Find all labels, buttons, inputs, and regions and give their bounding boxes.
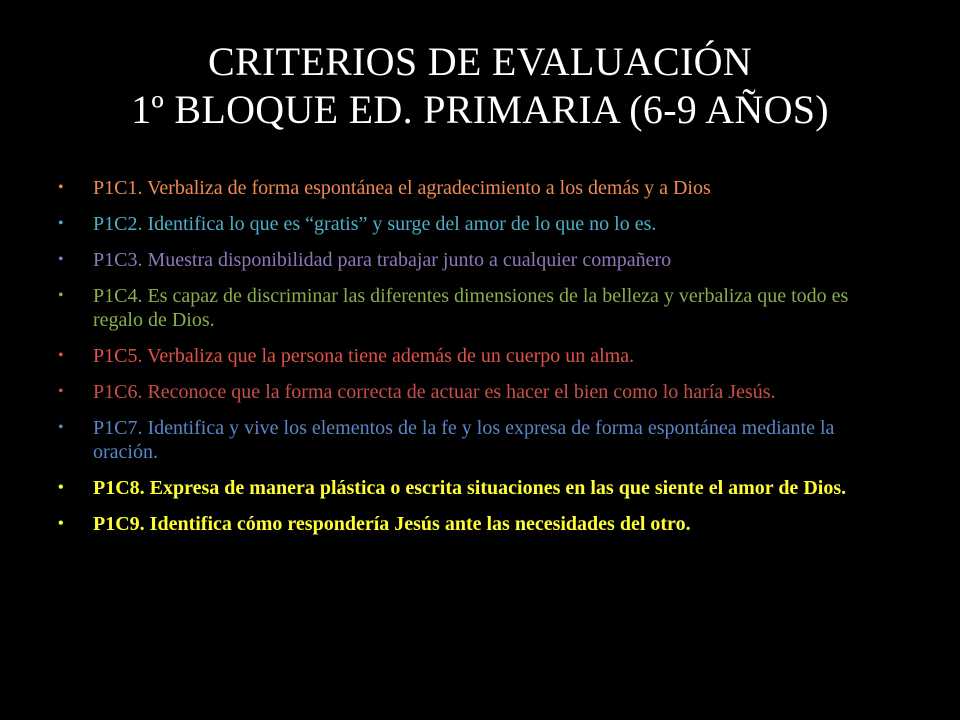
bullet-icon: • — [58, 347, 64, 364]
bullet-icon: • — [58, 479, 64, 496]
criterion-item — [58, 344, 888, 368]
criterion-item — [58, 176, 888, 200]
criterion-item — [58, 416, 888, 464]
bullet-icon: • — [58, 515, 64, 532]
bullet-icon: • — [58, 215, 64, 232]
criterion-text: P1C3. Muestra disponibilidad para trabajar junto a cualquier compañero — [93, 249, 672, 271]
bullet-icon: • — [58, 251, 64, 268]
title-line-1: CRITERIOS DE EVALUACIÓN — [208, 39, 752, 84]
bullet-icon: • — [58, 179, 64, 196]
slide-title — [0, 38, 960, 134]
criterion-item — [58, 284, 888, 332]
criterion-item — [58, 248, 888, 272]
criterion-item — [58, 476, 888, 500]
criterion-item — [58, 512, 888, 536]
bullet-icon: • — [58, 419, 64, 436]
criterion-item — [58, 212, 888, 236]
criterion-text: P1C7. Identifica y vive los elementos de la fe y los expresa de forma espontánea mediante la oración. — [93, 417, 835, 463]
criteria-list — [58, 176, 888, 548]
title-line-2: 1º BLOQUE ED. PRIMARIA (6-9 AÑOS) — [131, 87, 829, 132]
bullet-icon: • — [58, 383, 64, 400]
criterion-text: P1C9. Identifica cómo respondería Jesús ante las necesidades del otro. — [93, 513, 691, 535]
criterion-text: P1C1. Verbaliza de forma espontánea el agradecimiento a los demás y a Dios — [93, 177, 711, 199]
criterion-text: P1C6. Reconoce que la forma correcta de actuar es hacer el bien como lo haría Jesús. — [93, 381, 776, 403]
criterion-text: P1C5. Verbaliza que la persona tiene además de un cuerpo un alma. — [93, 345, 635, 367]
criterion-text: P1C4. Es capaz de discriminar las diferentes dimensiones de la belleza y verbaliza que todo es regalo de Dios. — [93, 285, 849, 331]
criterion-text: P1C2. Identifica lo que es “gratis” y surge del amor de lo que no lo es. — [93, 213, 657, 235]
criterion-text: P1C8. Expresa de manera plástica o escrita situaciones en las que siente el amor de Dios. — [93, 477, 847, 499]
criterion-item — [58, 380, 888, 404]
bullet-icon: • — [58, 287, 64, 304]
